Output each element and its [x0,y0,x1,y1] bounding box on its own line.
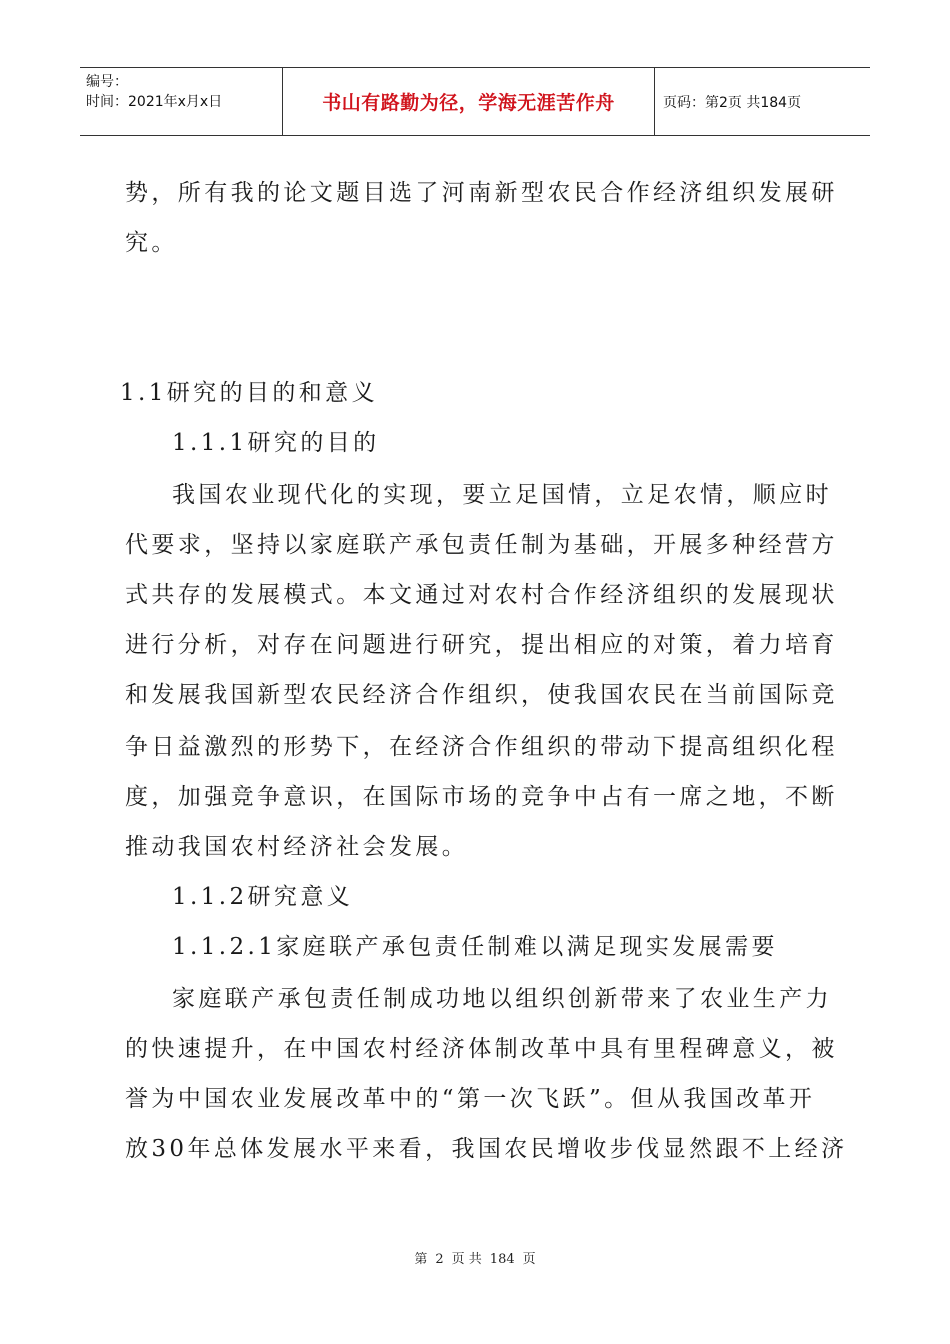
paragraph-line: 推动我国农村经济社会发展。 [125,834,469,860]
paragraph-line: 我国农业现代化的实现，要立足国情，立足农情，顺应时 [172,482,832,508]
footer-current-page: 2 [435,1252,444,1267]
header-page-info: 页码：第2页 共184页 [663,94,802,111]
paragraph-line: 放30年总体发展水平来看，我国农民增收步伐显然跟不上经济 [125,1136,848,1162]
number-label: 编号： [86,74,128,90]
footer-suffix: 页 [522,1252,536,1267]
paragraph-line: 式共存的发展模式。本文通过对农村合作经济组织的发展现状 [125,582,838,608]
subsection-heading: 1.1.1研究的目的 [172,430,380,456]
subsubsection-heading: 1.1.2.1家庭联产承包责任制难以满足现实发展需要 [172,934,778,960]
footer-middle: 页 共 [451,1252,482,1267]
paragraph-line: 和发展我国新型农民经济合作组织，使我国农民在当前国际竞 [125,682,838,708]
paragraph-line: 争日益激烈的形势下，在经济合作组织的带动下提高组织化程 [125,734,838,760]
page-footer [0,1248,950,1267]
paragraph-line: 代要求，坚持以家庭联产承包责任制为基础，开展多种经营方 [125,532,838,558]
document-header [80,67,870,136]
paragraph-line: 进行分析，对存在问题进行研究，提出相应的对策，着力培育 [125,632,838,658]
header-motto: 书山有路勤为径，学海无涯苦作舟 [282,68,655,135]
paragraph-line: 誉为中国农业发展改革中的“第一次飞跃”。但从我国改革开 [125,1086,816,1112]
subsection-heading: 1.1.2研究意义 [172,884,354,910]
paragraph-line: 家庭联产承包责任制成功地以组织创新带来了农业生产力 [172,986,832,1012]
section-heading: 1.1研究的目的和意义 [120,380,378,406]
paragraph-line: 的快速提升，在中国农村经济体制改革中具有里程碑意义，被 [125,1036,838,1062]
footer-total-pages: 184 [489,1252,515,1267]
time-label: 时间：2021年x月x日 [86,94,223,110]
footer-prefix: 第 [414,1252,428,1267]
paragraph-line: 度，加强竞争意识，在国际市场的竞争中占有一席之地，不断 [125,784,838,810]
paragraph-line: 势，所有我的论文题目选了河南新型农民合作经济组织发展研 [125,180,838,206]
paragraph-line: 究。 [125,230,178,256]
header-meta [80,68,282,135]
